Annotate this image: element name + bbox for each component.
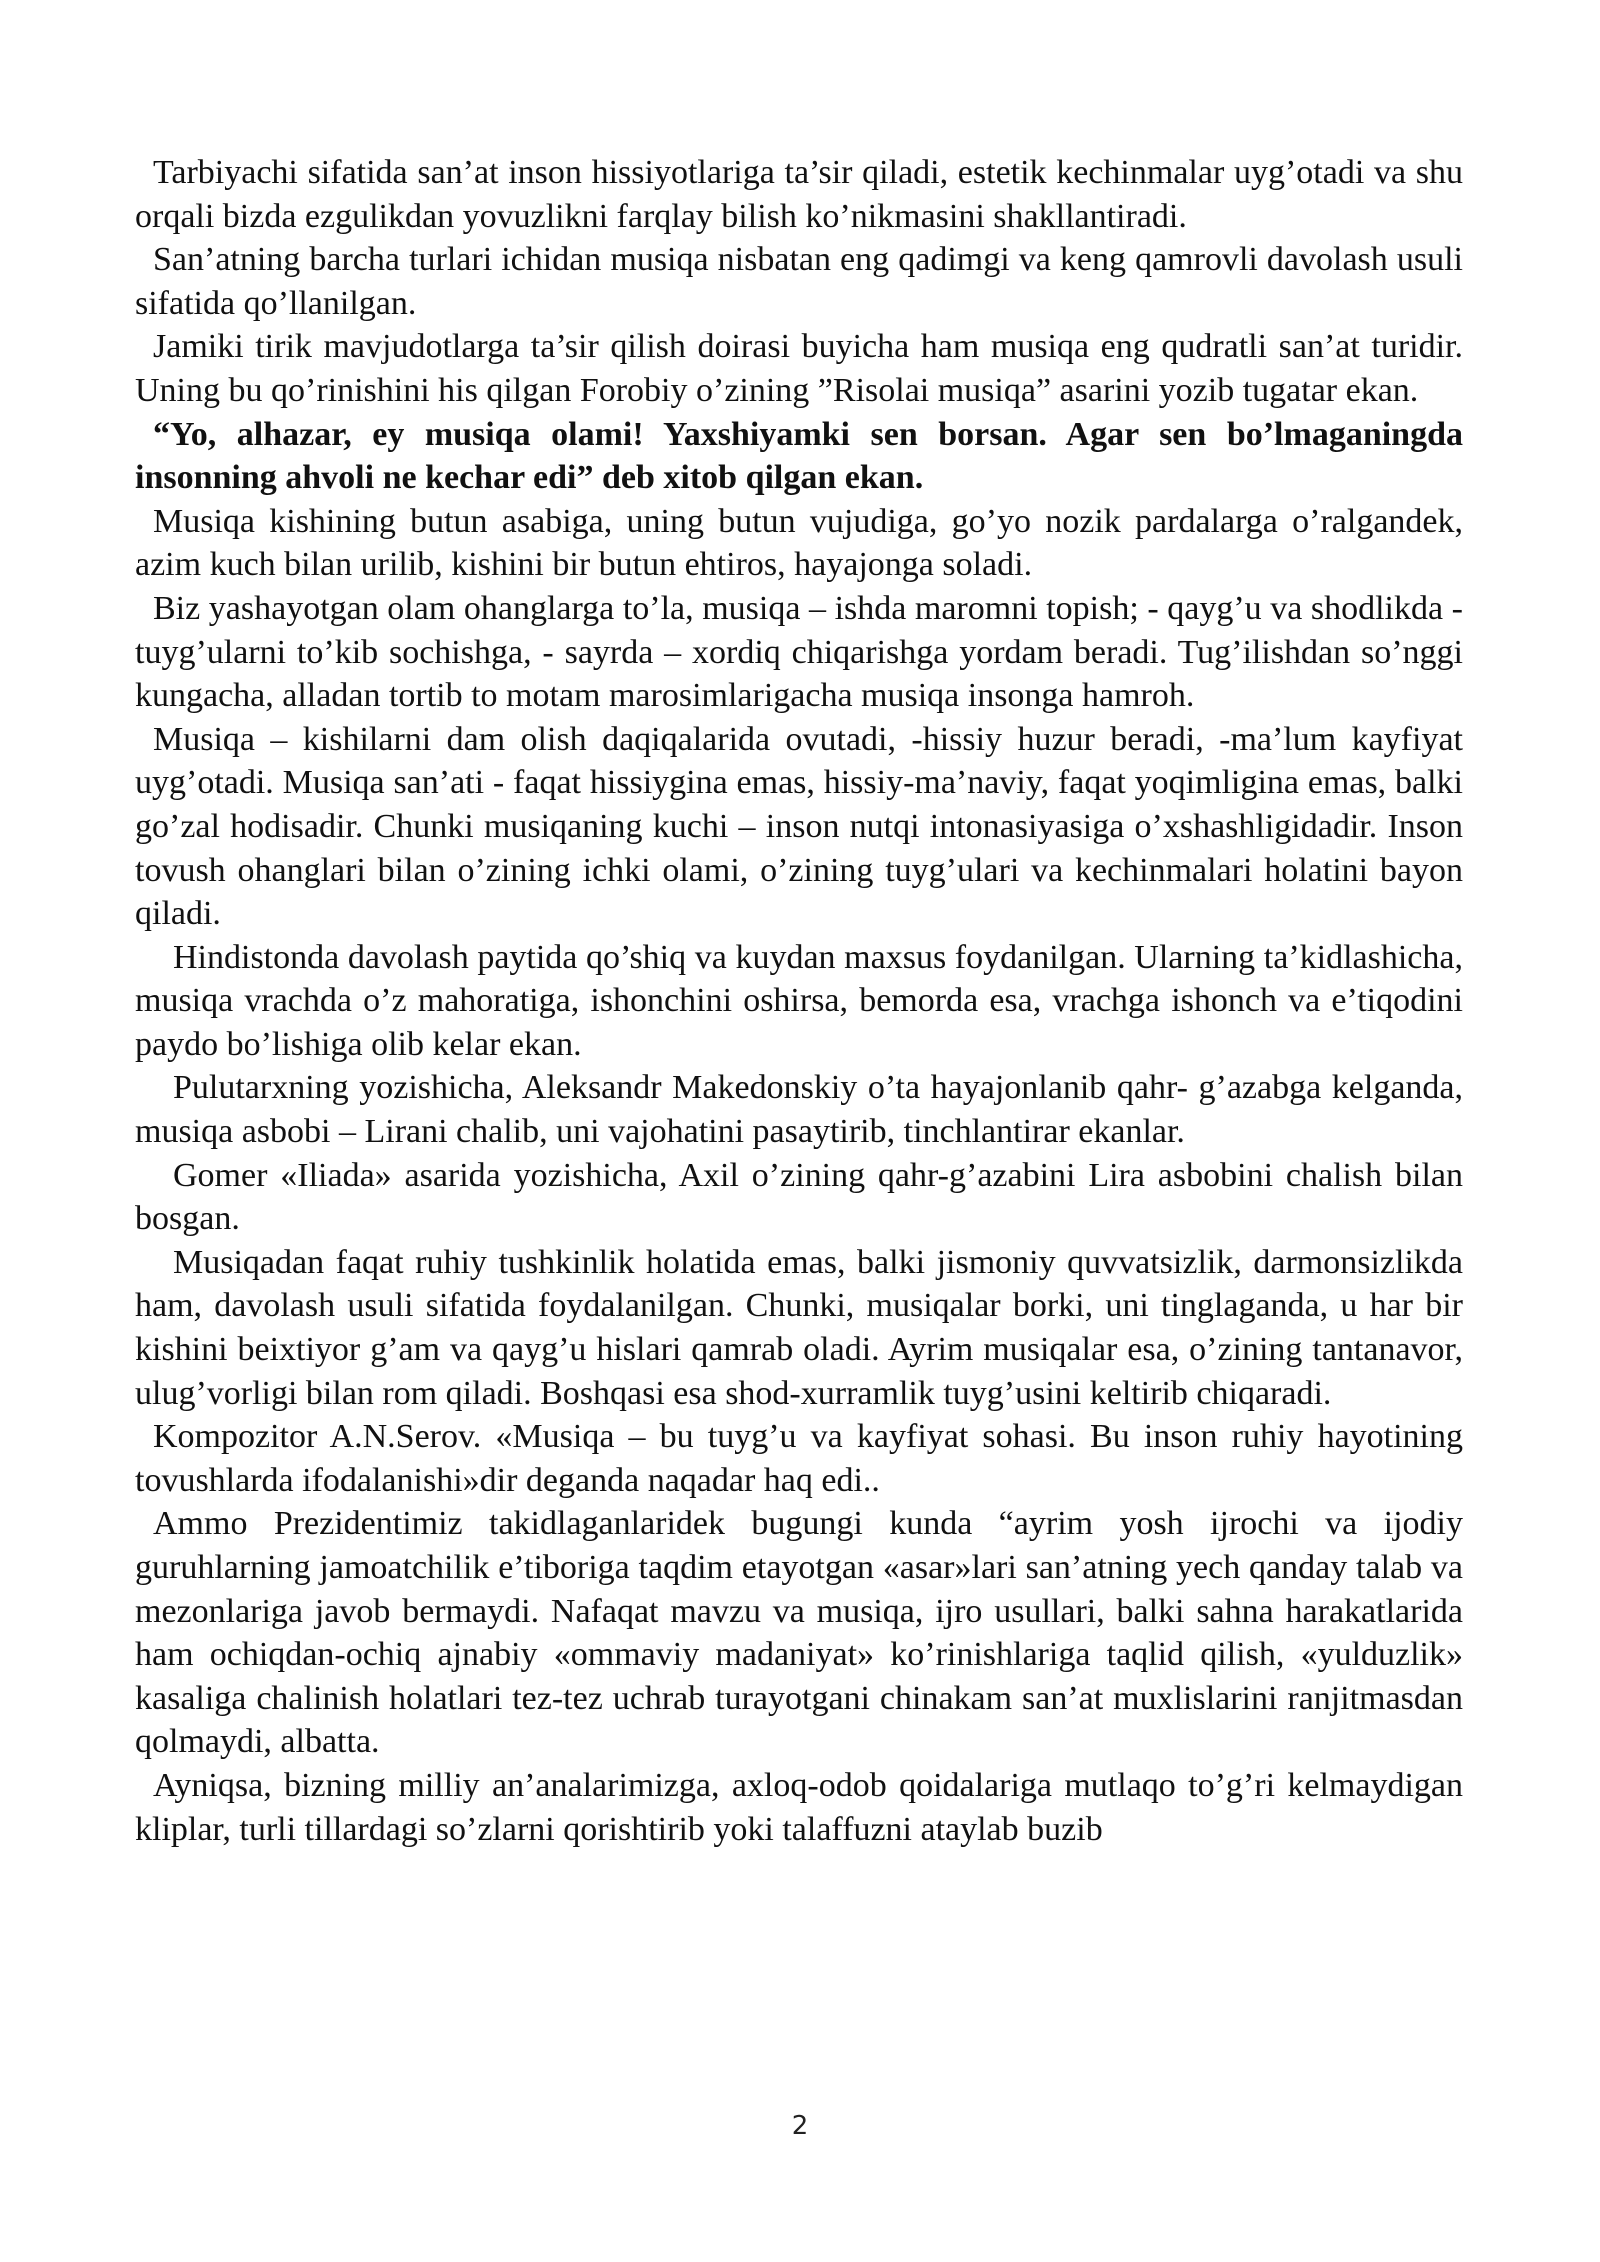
- paragraph-9: Pulutarxning yozishicha, Aleksandr Makedonskiy o’ta hayajonlanib qahr- g’azabga kelganda, musiqa asbobi – Lirani chalib, uni vajohatini pasaytirib, tinchlantirar ekanlar.: [135, 1069, 1463, 1151]
- paragraph-8: Hindistonda davolash paytida qo’shiq va kuydan maxsus foydanilgan. Ularning ta’kidlashicha, musiqa vrachda o’z mahoratiga, ishonchini oshirsa, bemorda esa, vrachga ishonch va e’tiqodini paydo bo’lishiga olib kelar ekan.: [135, 938, 1463, 1063]
- paragraph-13: Ammo Prezidentimiz takidlaganlaridek bugungi kunda “ayrim yosh ijrochi va ijodiy guruhlarning jamoatchilik e’tiboriga taqdim etayotgan «asar»lari san’atning yech qanday talab va mezonlariga javob bermaydi. Nafaqat mavzu va musiqa, ijro usullari, balki sahna harakatlarida ham ochiqdan-ochiq ajnabiy «ommaviy madaniyat» ko’rinishlariga taqlid qilish, «yulduzlik» kasaliga chalinish holatlari tez-tez uchrab turayotgani chinakam san’at muxlislarini ranjitmasdan qolmaydi, albatta.: [135, 1505, 1463, 1761]
- quote-paragraph: “Yo, alhazar, ey musiqa olami! Yaxshiyamki sen borsan. Agar sen bo’lmaganingda insonning ahvoli ne kechar edi” deb xitob qilgan ekan.: [135, 415, 1463, 497]
- paragraph-10: Gomer «Iliada» asarida yozishicha, Axil o’zining qahr-g’azabini Lira asbobini chalish bilan bosgan.: [135, 1156, 1463, 1238]
- paragraph-6: Biz yashayotgan olam ohanglarga to’la, musiqa – ishda maromni topish; - qayg’u va shodlikda - tuyg’ularni to’kib sochishga, - sayrda – xordiq chiqarishga yordam beradi. Tug’ilishdan so’nggi kungacha, alladan tortib to motam marosimlarigacha musiqa insonga hamroh.: [135, 589, 1463, 715]
- page-number: 2: [791, 2111, 809, 2141]
- paragraph-1: Tarbiyachi sifatida san’at inson hissiyotlariga ta’sir qiladi, estetik kechinmalar uyg’otadi va shu orqali bizda ezgulikdan yovuzlikni farqlay bilish ko’nikmasini shakllantiradi.: [135, 154, 1463, 235]
- paragraph-5: Musiqa kishining butun asabiga, uning butun vujudiga, go’yo nozik pardalarga o’ralgandek, azim kuch bilan urilib, kishini bir butun ehtiros, hayajonga soladi.: [135, 502, 1463, 584]
- paragraph-14: Ayniqsa, bizning milliy an’analarimizga, axloq-odob qoidalariga mutlaqo to’g’ri kelmaydigan kliplar, turli tillardagi so’zlarni qorishtirib yoki talaffuzni ataylab buzib: [135, 1766, 1463, 1848]
- paragraph-3: Jamiki tirik mavjudotlarga ta’sir qilish doirasi buyicha ham musiqa eng qudratli san’at turidir. Uning bu qo’rinishini his qilgan Forobiy o’zining ”Risolai musiqa” asarini yozib tugatar ekan.: [135, 328, 1463, 409]
- paragraph-12: Kompozitor A.N.Serov. «Musiqa – bu tuyg’u va kayfiyat sohasi. Bu inson ruhiy hayotining tovushlarda ifodalanishi»dir deganda naqadar haq edi..: [135, 1418, 1463, 1499]
- document-page: [135, 151, 1463, 1851]
- paragraph-2: San’atning barcha turlari ichidan musiqa nisbatan eng qadimgi va keng qamrovli davolash usuli sifatida qo’llanilgan.: [135, 241, 1463, 322]
- paragraph-7: Musiqa – kishilarni dam olish daqiqalarida ovutadi, -hissiy huzur beradi, -ma’lum kayfiyat uyg’otadi. Musiqa san’ati - faqat hissiygina emas, hissiy-ma’naviy, faqat yoqimligina emas, balki go’zal hodisadir. Chunki musiqaning kuchi – inson nutqi intonasiyasiga o’xshashligidadir. Inson tovush ohanglari bilan o’zining ichki olami, o’zining tuyg’ulari va kechinmalari holatini bayon qiladi.: [135, 720, 1463, 933]
- paragraph-11: Musiqadan faqat ruhiy tushkinlik holatida emas, balki jismoniy quvvatsizlik, darmonsizlikda ham, davolash usuli sifatida foydalanilgan. Chunki, musiqalar borki, uni tinglaganda, u har bir kishini beixtiyor g’am va qayg’u hislari qamrab oladi. Ayrim musiqalar esa, o’zining tantanavor, ulug’vorligi bilan rom qiladi. Boshqasi esa shod-xurramlik tuyg’usini keltirib chiqaradi.: [135, 1243, 1463, 1412]
